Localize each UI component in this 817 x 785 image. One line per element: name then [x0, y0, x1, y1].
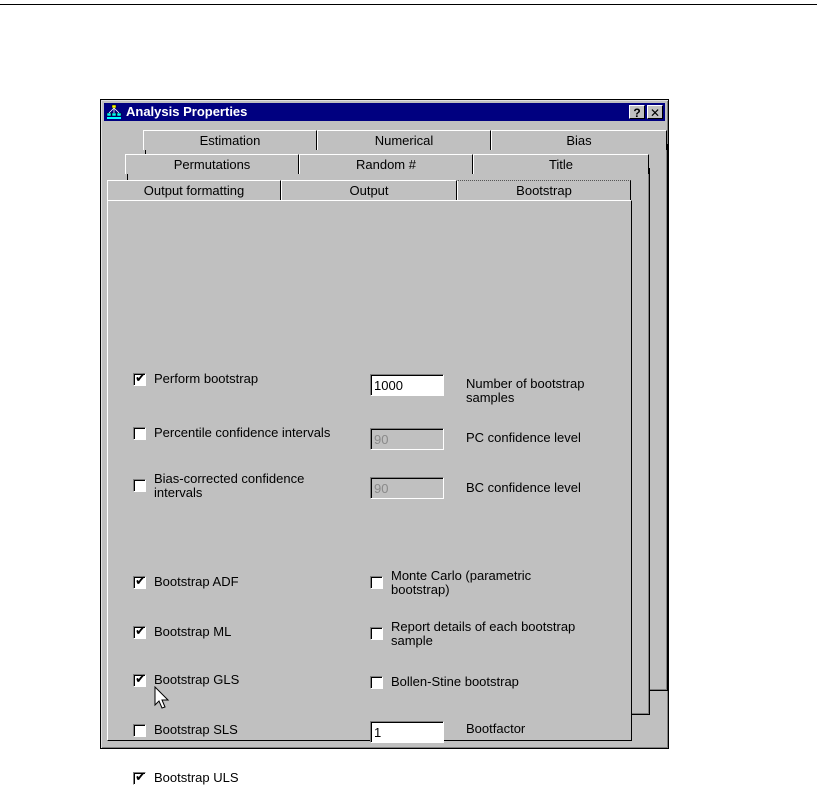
bollen-stine-checkbox[interactable] — [370, 676, 383, 689]
tab-random[interactable]: Random # — [299, 154, 473, 174]
tab-permutations[interactable]: Permutations — [125, 154, 299, 174]
bootfactor-label: Bootfactor — [466, 721, 526, 736]
bootstrap-sls-checkbox[interactable] — [133, 724, 146, 737]
bootstrap-uls-label: Bootstrap ULS — [154, 770, 239, 785]
tab-bootstrap[interactable]: Bootstrap — [457, 180, 631, 200]
bootstrap-samples-label: Number of bootstrap samples — [466, 376, 585, 405]
pc-level-label: PC confidence level — [466, 430, 581, 445]
check-icon: ✔ — [135, 573, 146, 588]
monte-carlo-checkbox[interactable] — [370, 576, 383, 589]
tab-output-formatting[interactable]: Output formatting — [107, 180, 281, 200]
bootstrap-samples-input[interactable]: 1000 — [370, 374, 444, 396]
bias-corrected-ci-checkbox[interactable] — [133, 479, 146, 492]
bootstrap-sls-row[interactable] — [133, 723, 238, 737]
bootfactor-input[interactable]: 1 — [370, 721, 444, 743]
tab-bias[interactable]: Bias — [491, 130, 667, 150]
tab-estimation[interactable]: Estimation — [143, 130, 317, 150]
check-icon: ✔ — [135, 769, 146, 784]
perform-bootstrap-label: Perform bootstrap — [154, 371, 259, 386]
bias-corrected-ci-label: Bias-corrected confidence intervals — [154, 471, 305, 500]
tab-output[interactable]: Output — [281, 180, 457, 200]
bootstrap-ml-row[interactable] — [133, 625, 231, 639]
tab-title[interactable]: Title — [473, 154, 649, 174]
monte-carlo-label: Monte Carlo (parametric bootstrap) — [391, 568, 532, 597]
perform-bootstrap-row[interactable] — [133, 372, 258, 386]
close-icon: ✕ — [649, 106, 661, 120]
check-icon: ✔ — [135, 623, 146, 638]
bc-level-input[interactable]: 90 — [370, 477, 444, 499]
bootstrap-adf-row[interactable] — [133, 575, 239, 589]
percentile-ci-row[interactable] — [133, 426, 330, 440]
bootstrap-adf-label: Bootstrap ADF — [154, 574, 239, 589]
bootstrap-ml-label: Bootstrap ML — [154, 624, 232, 639]
bootstrap-uls-row[interactable] — [133, 771, 239, 785]
window-title: Analysis Properties — [126, 104, 248, 119]
title-bar — [104, 103, 665, 121]
top-rule — [0, 4, 817, 5]
bootstrap-uls-checkbox[interactable] — [133, 769, 146, 785]
report-details-checkbox[interactable] — [370, 627, 383, 640]
report-details-row[interactable] — [370, 620, 575, 648]
perform-bootstrap-checkbox[interactable] — [133, 370, 146, 386]
close-button[interactable] — [647, 105, 663, 119]
app-icon — [106, 104, 122, 120]
percentile-ci-checkbox[interactable] — [133, 427, 146, 440]
bootstrap-sls-label: Bootstrap SLS — [154, 722, 238, 737]
tab-numerical[interactable]: Numerical — [317, 130, 491, 150]
analysis-properties-dialog — [100, 99, 669, 785]
help-button[interactable]: ? — [629, 105, 645, 119]
bootstrap-ml-checkbox[interactable] — [133, 623, 146, 639]
pc-level-input[interactable]: 90 — [370, 428, 444, 450]
bc-level-label: BC confidence level — [466, 480, 581, 495]
bootstrap-tab-page — [107, 200, 632, 785]
bias-corrected-ci-row[interactable] — [133, 472, 304, 500]
bollen-stine-label: Bollen-Stine bootstrap — [391, 674, 519, 689]
bootstrap-gls-row[interactable] — [133, 673, 239, 687]
monte-carlo-row[interactable] — [370, 569, 531, 597]
bollen-stine-row[interactable] — [370, 675, 519, 689]
report-details-label: Report details of each bootstrap sample — [391, 619, 576, 648]
check-icon: ✔ — [135, 370, 146, 385]
mouse-pointer-icon — [154, 686, 172, 710]
percentile-ci-label: Percentile confidence intervals — [154, 425, 331, 440]
bootstrap-gls-label: Bootstrap GLS — [154, 672, 240, 687]
bootstrap-adf-checkbox[interactable] — [133, 573, 146, 589]
check-icon: ✔ — [135, 671, 146, 686]
bootstrap-gls-checkbox[interactable] — [133, 671, 146, 687]
